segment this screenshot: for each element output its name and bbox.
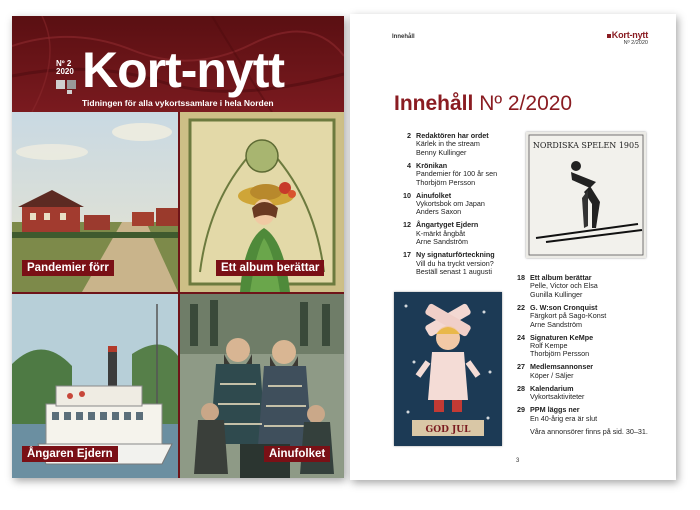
toc-item-page: 10 (403, 190, 411, 200)
toc-item-page: 29 (517, 405, 525, 415)
toc-item[interactable] (506, 274, 666, 299)
christmas-illustration (394, 292, 502, 446)
toc-item-page: 24 (517, 332, 525, 342)
toc-heading (394, 92, 572, 116)
toc-item-page: 22 (517, 302, 525, 312)
toc-item-line: Pandemier för 100 år sen (416, 169, 498, 179)
toc-item-page: 18 (517, 273, 525, 282)
ski-jumper-illustration (526, 132, 646, 258)
logo-square-icon (607, 34, 611, 38)
toc-item-page: 17 (403, 250, 411, 260)
toc-item-title: Ångartyget Ejdern (416, 220, 479, 230)
toc-item-title: Signaturen KeMpe (530, 332, 594, 342)
toc-item-line: Beställ senast 1 augusti (416, 267, 492, 277)
toc-item-page: 27 (517, 362, 525, 372)
toc-item[interactable] (506, 406, 666, 423)
cover-tile-steamboat (12, 294, 178, 478)
cover-tagline: Tidningen för alla vykortssamlare i hela Norden (82, 98, 274, 108)
toc-item-title: G. W:son Cronquist (530, 302, 598, 312)
page-number: 3 (516, 458, 520, 464)
toc-item-line: K-märkt ångbåt (416, 228, 466, 238)
toc-item-line: Thorbjörn Persson (416, 177, 476, 187)
page-logo-title: Kort-nytt (611, 30, 648, 40)
toc-item-page: 12 (403, 220, 411, 230)
toc-item-line: Arne Sandström (416, 237, 468, 247)
page-logo (607, 30, 648, 46)
cover-masthead (12, 16, 344, 112)
toc-heading-word: Innehåll (394, 92, 474, 115)
toc-item[interactable] (506, 363, 666, 380)
toc-item-title: Ainufolket (416, 190, 452, 200)
toc-item-line: Färgkort på Sago-Konst (530, 311, 607, 321)
toc-item-title: Redaktören har ordet (416, 131, 489, 140)
contents-page (350, 14, 676, 480)
toc-item-line: Kärlek in the stream (416, 139, 480, 149)
tile-label-ejdern: Ångaren Ejdern (22, 446, 118, 462)
toc-heading-issue: Nº 2/2020 (479, 92, 573, 115)
toc-item-page: 2 (407, 131, 411, 140)
toc-item-line: Benny Kullinger (416, 147, 467, 157)
christmas-caption: GOD JUL (425, 425, 471, 435)
toc-item[interactable] (506, 304, 666, 329)
cover-tile-album (180, 112, 344, 292)
toc-item-title: Kalendarium (530, 383, 574, 393)
toc-item-title: Krönikan (416, 160, 448, 170)
page-logo-issue: Nº 2/2020 (623, 40, 648, 46)
toc-item-title: Medlemsannonser (530, 362, 594, 372)
toc-item-page: 28 (517, 383, 525, 393)
tile-label-ainufolket: Ainufolket (264, 446, 330, 462)
toc-item-title: Ny signaturförteckning (416, 250, 495, 260)
toc-item-line: Vykortsbok om Japan (416, 199, 485, 209)
toc-item[interactable] (506, 385, 666, 402)
cover-issue-number: Nº 2 (56, 59, 72, 68)
postcard-caption: NORDISKA SPELEN 1905 (532, 141, 640, 150)
toc-item-line: Pelle, Victor och Elsa (530, 281, 598, 291)
cover-issue (56, 60, 74, 76)
toc-item[interactable] (506, 334, 666, 359)
christmas-postcard (394, 292, 502, 446)
advertisers-note: Våra annonsörer finns på sid. 30–31. (530, 426, 648, 436)
cover-title: Kort-nytt (82, 42, 285, 98)
cover-tile-ainu (180, 294, 344, 478)
toc-item-line: Gunilla Kullinger (530, 289, 583, 299)
magazine-cover (12, 16, 344, 478)
logo-squares-icon (56, 80, 76, 94)
toc-item-line: Rolf Kempe (530, 341, 568, 351)
toc-item-line: En 40-årig era är slut (530, 413, 598, 423)
toc-item-title: PPM läggs ner (530, 405, 580, 415)
tile-label-pandemier: Pandemier förr (22, 260, 114, 276)
page-header-label: Innehåll (392, 34, 415, 40)
ski-jumper-postcard (526, 132, 646, 258)
cover-tile-village (12, 112, 178, 292)
toc-item-line: Anders Saxon (416, 207, 462, 217)
cover-issue-year: 2020 (56, 67, 74, 76)
toc-item-line: Köper / Säljer (530, 370, 574, 380)
toc-item-line: Thorbjörn Persson (530, 349, 590, 359)
toc-item-line: Arne Sandström (530, 319, 582, 329)
toc-item-title: Ett album berättar (530, 273, 592, 282)
toc-item-page: 4 (407, 160, 411, 170)
tile-label-album: Ett album berättar (216, 260, 324, 276)
toc-item-line: Vill du ha tryckt version? (416, 258, 494, 268)
toc-item-line: Vykortsaktiviteter (530, 392, 585, 402)
toc-list-bottom (506, 274, 666, 436)
